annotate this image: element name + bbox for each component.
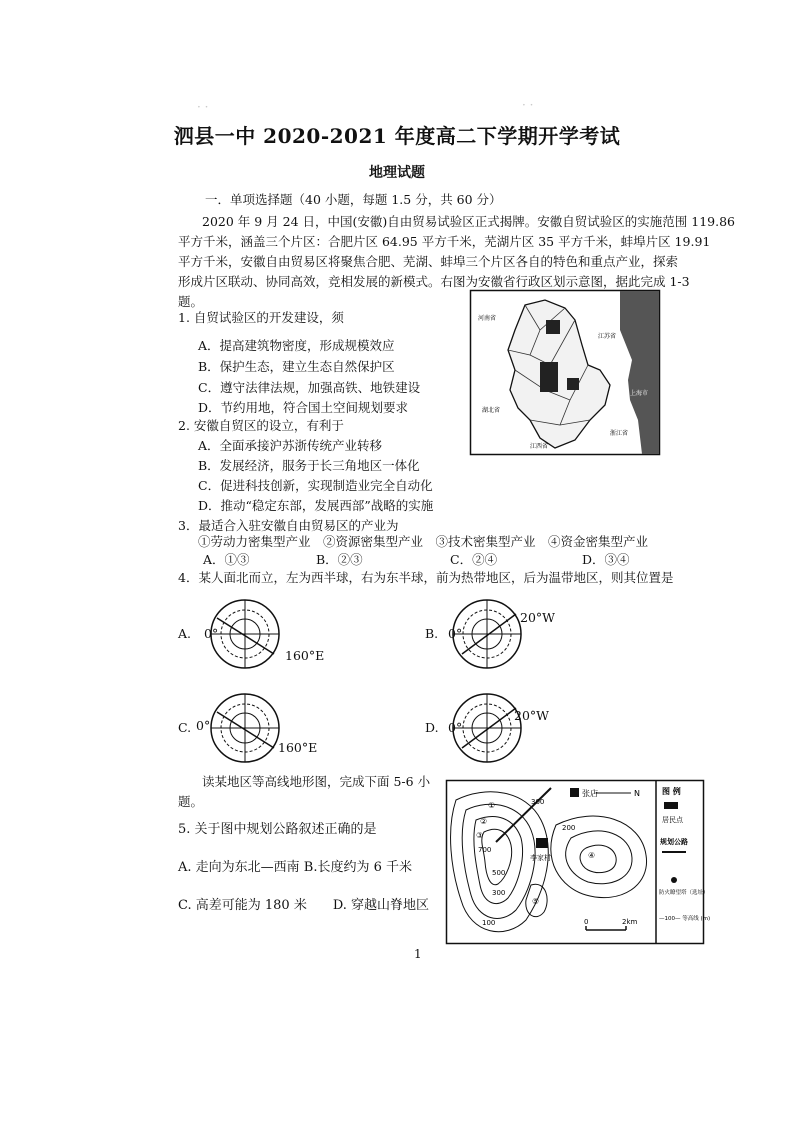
page-subtitle: 地理试题: [369, 165, 425, 181]
globe-c-label-right: 160°E: [278, 740, 318, 755]
topo-point-3: ③: [476, 831, 484, 840]
globe-diagram-c: [202, 690, 312, 770]
globe-a-label-left: 0°: [204, 626, 219, 641]
globe-a-label-right: 160°E: [285, 648, 325, 663]
q2-option-c: C．促进科技创新，实现制造业完全自动化: [198, 478, 433, 493]
topo-contour-700: 700: [478, 846, 492, 854]
q3-option-d: D．③④: [582, 552, 630, 567]
q1-option-c: C．遵守法律法规，加强高铁、地铁建设: [198, 380, 421, 395]
q56-intro-line-2: 题。: [178, 794, 204, 809]
topo-point-5: ⑤: [532, 897, 540, 906]
map-label-jiangxi: 江西省: [530, 443, 549, 450]
q4-option-b-letter: B.: [425, 626, 439, 641]
topo-point-4: ④: [588, 851, 596, 860]
q56-intro-line-1: 读某地区等高线地形图，完成下面 5-6 小: [202, 774, 431, 789]
q3-stem: 3．最适合入驻安徽自由贸易区的产业为: [178, 518, 399, 533]
q4-option-a-letter: A.: [178, 626, 192, 641]
globe-d-label-right: 20°W: [514, 708, 550, 723]
legend-title: 图 例: [662, 787, 681, 796]
globe-diagram-a: [202, 596, 312, 676]
globe-c-label-left: 0°: [196, 718, 211, 733]
page-number: 1: [414, 947, 422, 961]
topo-point-2: ②: [480, 817, 488, 826]
q3-option-c: C．②④: [450, 552, 498, 567]
legend-fire-tower: 防火瞭望塔（选址）: [659, 890, 709, 896]
topo-label-zhangdian: 张店: [582, 789, 598, 798]
q4-option-c-letter: C.: [178, 720, 192, 735]
intro-line-4: 形成片区联动、协同高效，竞相发展的新模式。右图为安徽省行政区划示意图，据此完成 1-3: [178, 274, 690, 289]
scale-zero: 0: [584, 918, 589, 926]
topo-point-1: ①: [488, 801, 496, 810]
topo-contour-300a: 300: [531, 798, 545, 806]
legend-settlement: 居民点: [662, 816, 683, 824]
map-label-henan: 河南省: [478, 315, 497, 322]
topo-label-lijiacun: 李家村: [530, 854, 551, 862]
q1-option-d: D．节约用地，符合国土空间规划要求: [198, 400, 409, 415]
q2-stem: 2. 安徽自贸区的设立，有利于: [178, 418, 344, 433]
q5-options-line-1: A. 走向为东北—西南 B.长度约为 6 千米: [178, 860, 413, 875]
map-label-hubei: 湖北省: [482, 407, 501, 414]
intro-line-2: 平方千米，涵盖三个片区：合肥片区 64.95 平方千米，芜湖片区 35 平方千米，蚌埠片区 19.91: [178, 234, 711, 249]
q3-option-b: B．②③: [316, 552, 363, 567]
topo-contour-map: [446, 780, 711, 944]
topo-contour-300b: 300: [492, 889, 506, 897]
q5-options-line-2: C. 高差可能为 180 米 D. 穿越山脊地区: [178, 898, 430, 913]
q4-option-d-letter: D.: [425, 720, 439, 735]
topo-contour-100: 100: [482, 919, 496, 927]
q3-option-a: A．①③: [203, 552, 250, 567]
q2-option-d: D．推动“稳定东部，发展西部”战略的实施: [198, 498, 434, 513]
q2-option-a: A．全面承接沪苏浙传统产业转移: [198, 438, 383, 453]
q1-stem: 1. 自贸试验区的开发建设，须: [178, 310, 344, 325]
q5-stem: 5. 关于图中规划公路叙述正确的是: [178, 822, 377, 837]
intro-line-5: 题。: [178, 294, 204, 309]
q1-option-b: B．保护生态，建立生态自然保护区: [198, 359, 395, 374]
map-label-jiangsu: 江苏省: [598, 333, 617, 340]
map-label-shanghai: 上海市: [630, 390, 649, 397]
q3-items: ①劳动力密集型产业 ②资源密集型产业 ③技术密集型产业 ④资金密集型产业: [198, 534, 649, 549]
legend-contour: —100— 等高线 (m): [659, 916, 711, 922]
legend-planned-road: 规划公路: [660, 838, 688, 846]
page-title: 泗县一中 2020-2021 年度高二下学期开学考试: [173, 124, 621, 148]
topo-contour-200: 200: [562, 824, 576, 832]
globe-b-label-left: 0°: [448, 626, 463, 641]
anhui-admin-map: [470, 290, 660, 455]
globe-b-label-right: 20°W: [520, 610, 556, 625]
q1-option-a: A．提高建筑物密度，形成规模效应: [198, 338, 395, 353]
topo-label-north: N: [634, 789, 640, 798]
intro-line-3: 平方千米，安徽自由贸易区将聚焦合肥、芜湖、蚌埠三个片区各自的特色和重点产业，探索: [178, 254, 679, 269]
q4-stem: 4．某人面北而立，左为西半球，右为东半球，前为热带地区，后为温带地区，则其位置是: [178, 570, 674, 585]
scale-end: 2km: [622, 918, 638, 926]
intro-line-1: 2020 年 9 月 24 日，中国(安徽)自由贸易试验区正式揭牌。安徽自贸试验区的实施范围 119.86: [202, 214, 736, 229]
map-label-zhejiang: 浙江省: [610, 430, 629, 437]
topo-contour-500: 500: [492, 869, 506, 877]
section-header: 一．单项选择题（40 小题，每题 1.5 分，共 60 分）: [205, 192, 502, 207]
q2-option-b: B．发展经济，服务于长三角地区一体化: [198, 458, 420, 473]
globe-d-label-left: 0°: [448, 720, 463, 735]
